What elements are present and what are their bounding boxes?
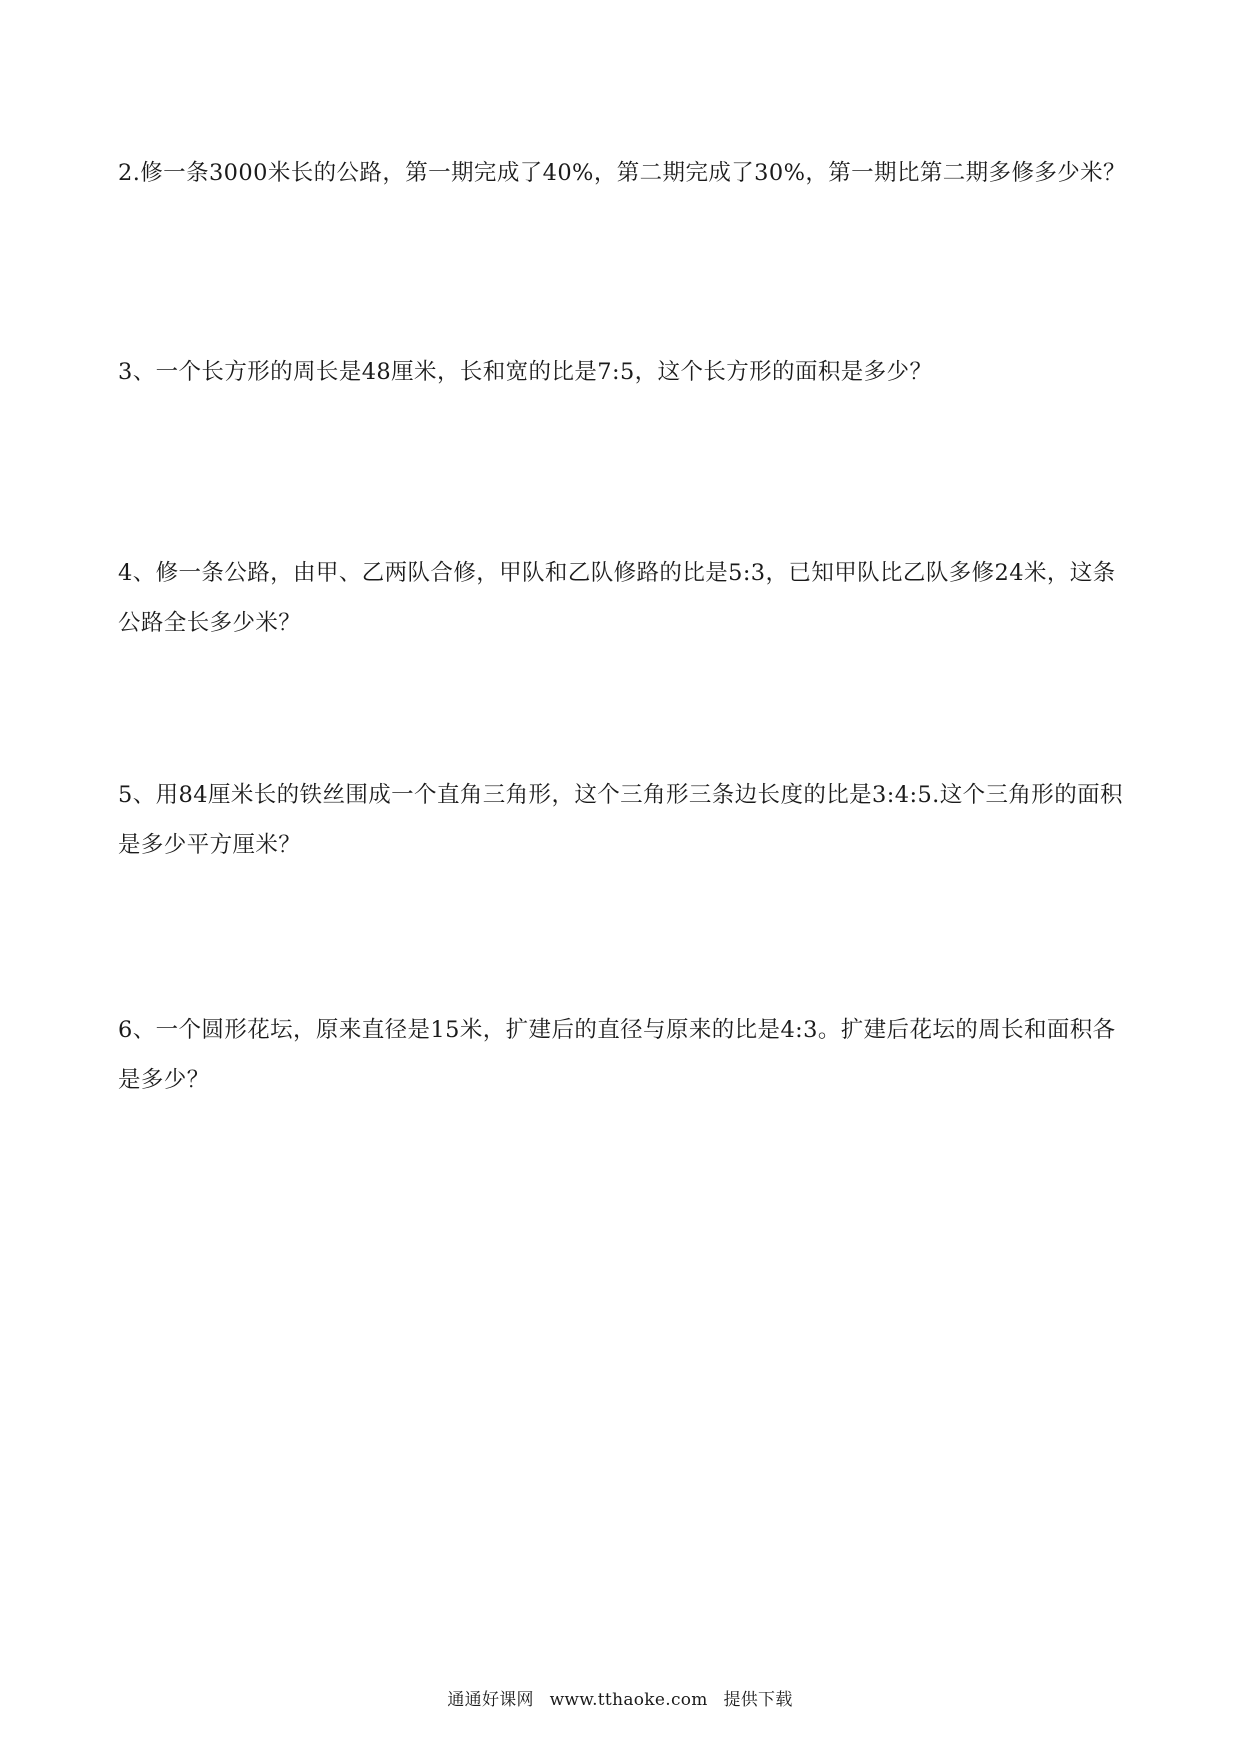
footer-url[interactable]: www.tthaoke.com	[549, 1690, 708, 1710]
problem-6: 6、一个圆形花坛，原来直径是15米，扩建后的直径与原来的比是4:3。扩建后花坛的周长和面积各是多少？	[118, 1017, 1116, 1093]
footer-site-name: 通通好课网	[447, 1690, 534, 1710]
problem-2: 2.修一条3000米长的公路，第一期完成了40%，第二期完成了30%，第一期比第二期多修多少米？	[118, 160, 1126, 186]
page-footer	[0, 1688, 1240, 1712]
problem-3: 3、一个长方形的周长是48厘米，长和宽的比是7:5，这个长方形的面积是多少？	[118, 359, 933, 385]
footer-suffix: 提供下载	[723, 1690, 793, 1710]
problem-4: 4、修一条公路，由甲、乙两队合修，甲队和乙队修路的比是5:3，已知甲队比乙队多修24米，这条公路全长多少米？	[118, 560, 1116, 636]
problem-5: 5、用84厘米长的铁丝围成一个直角三角形，这个三角形三条边长度的比是3:4:5.这个三角形的面积是多少平方厘米？	[118, 782, 1123, 858]
